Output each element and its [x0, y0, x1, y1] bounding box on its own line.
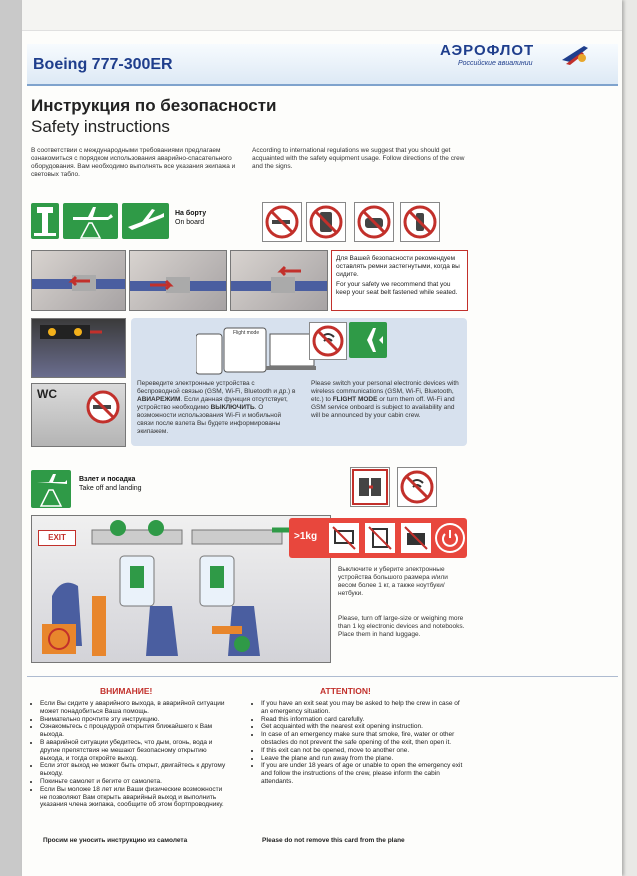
- list-item: • Внимательно прочтите эту инструкцию.: [40, 716, 229, 724]
- takeoff-landing-icon: [31, 470, 71, 508]
- list-item: • Если Вы сидите у аварийного выхода, в аварийной ситуации может понадобиться Ваша помощь.: [40, 700, 229, 716]
- seatbelt-en: For your safety we recommend that you keep your seat belt fastened while seated.: [336, 281, 458, 296]
- devices-ru: [137, 380, 297, 436]
- logo-subtitle: Российские авиалинии: [458, 60, 533, 67]
- large-devices-ru: Выключите и уберите электронные устройства большого размера и/или весом более 1 кг, а также ноутбуки/нетбуки.: [338, 566, 448, 597]
- onboard-en: On board: [175, 219, 205, 226]
- airline-logo: [440, 38, 590, 78]
- seatbelt-photo-1: [31, 250, 126, 311]
- no-tablet-icon: [365, 523, 395, 553]
- list-item: • If you have an exit seat you may be asked to help the crew in case of an emergency situation.: [261, 700, 467, 716]
- devices-ru-3: . О возможности использования Wi-Fi и мобильной связи после взлета Вы будете информированы экипажем.: [137, 404, 282, 435]
- list-item: • If you are under 18 years of age or unable to open the emergency exit and follow the instructions of the crew, please inform the cabin attendants.: [261, 762, 467, 785]
- lavatory-photo: [31, 383, 126, 447]
- attention-ru-footer: Просим не уносить инструкцию из самолета: [43, 837, 188, 844]
- list-item: • Read this information card carefully.: [261, 716, 467, 724]
- plane-takeoff-icon: [122, 203, 169, 239]
- intro-ru: В соответствии с международными требованиями предлагаем ознакомиться с порядком использования аварийно-спасательного оборудования. Вам необходимо выполнять все указания экипажа и световых табло.: [31, 147, 236, 178]
- large-devices-banner: [289, 518, 467, 558]
- list-item: • Get acquainted with the nearest exit opening instruction.: [261, 723, 467, 731]
- attention-ru-list: [31, 700, 229, 809]
- top-strip: [22, 0, 622, 31]
- devices-en-1: Please switch your personal electronic devices with wireless communications (GSM, Wi-Fi, Bluetooth, etc.) to: [311, 380, 459, 403]
- plane-taxi-icon: [63, 203, 118, 239]
- control-tower-icon: [31, 203, 59, 239]
- card-edge: [622, 0, 637, 876]
- no-smoking-icon: [262, 202, 302, 242]
- devices-ru-off: ВЫКЛЮЧИТЬ: [210, 404, 255, 411]
- list-item: • Ознакомьтесь с процедурой открытия ближайшего к Вам выхода.: [40, 723, 229, 739]
- winged-logo-icon: [560, 40, 590, 70]
- airplane-mode-icon: [349, 322, 387, 358]
- list-item: • In case of an emergency make sure that smoke, fire, water or other obstacles do not prevent the safe opening of the exit, then open it.: [261, 731, 467, 747]
- list-item: • If this exit can not be opened, move to another one.: [261, 747, 467, 755]
- cabin-seats-icon: [32, 516, 330, 662]
- seatbelt-ru: Для Вашей безопасности рекомендуем оставлять ремни застегнутыми, когда вы сидите.: [336, 255, 460, 278]
- cabin-illustration: [31, 515, 331, 663]
- no-smoking-lavatory-icon: [84, 388, 122, 426]
- no-wireless-icon: [309, 322, 347, 360]
- intro-en: According to international regulations we suggest that you should get acquainted with the safety equipment usage. Follow directions of the crew and the signs.: [252, 147, 465, 170]
- takeoff-en: Take off and landing: [79, 485, 142, 492]
- seatbelt-photo-3: [230, 250, 328, 311]
- seatbelt-info-box: [331, 250, 468, 311]
- no-laptop-icon: [329, 523, 359, 553]
- weight-limit-label: >1kg: [294, 531, 318, 542]
- attention-en-footer: Please do not remove this card from the plane: [262, 837, 405, 844]
- flight-mode-panel: [131, 318, 467, 446]
- no-camera-icon: [401, 523, 431, 553]
- runway-plane-icon-box: [63, 203, 118, 239]
- devices-ru-2: . Если данная функция отсутствует, устройство необходимо: [137, 396, 288, 411]
- takeoff-ru: Взлет и посадка: [79, 476, 136, 483]
- list-item: • Leave the plane and run away from the plane.: [261, 755, 467, 763]
- stow-item-icon: [350, 467, 390, 507]
- attention-ru-heading: ВНИМАНИЕ!: [100, 686, 153, 696]
- large-devices-en: Please, turn off large-size or weighing more than 1 kg electronic devices and notebooks. Place them in hand luggage.: [338, 615, 465, 638]
- takeoff-plane-icon-box: [122, 203, 169, 239]
- section-divider: [27, 676, 618, 677]
- attention-en-list: [252, 700, 467, 786]
- tower-icon-box: [31, 203, 59, 239]
- title-ru: Инструкция по безопасности: [31, 96, 277, 115]
- list-item: • Если этот выход не может быть открыт, двигайтесь к другому выходу.: [40, 762, 229, 778]
- devices-en-mode: FLIGHT MODE: [332, 396, 378, 403]
- list-item: • Покиньте самолет и бегите от самолета.: [40, 778, 229, 786]
- no-wireless-takeoff-icon: [397, 467, 437, 507]
- attention-en-heading: ATTENTION!: [320, 686, 371, 696]
- devices-ru-mode: АВИАРЕЖИМ: [137, 396, 181, 403]
- wc-label: WC: [37, 387, 57, 401]
- exit-sign: EXIT: [38, 530, 76, 546]
- logo-text: АЭРОФЛОТ: [440, 42, 535, 59]
- devices-en-2: or turn them off. Wi-Fi and GSM service onboard is subject to availability and will be announced by your cabin crew.: [311, 396, 455, 419]
- seatbelt-photo-2: [129, 250, 227, 311]
- title-en: Safety instructions: [31, 117, 170, 136]
- flight-mode-screen-label: Flight mode: [233, 330, 260, 336]
- no-remote-toy-icon: [354, 202, 394, 242]
- seatbelt-sign-photo: [31, 318, 126, 378]
- power-off-icon: [435, 523, 465, 553]
- no-walkie-talkie-icon: [400, 202, 440, 242]
- aircraft-model: Boeing 777-300ER: [33, 56, 173, 73]
- list-item: • В аварийной ситуации убедитесь, что дым, огонь, вода и другие препятствия не мешают безопасному открытию выхода, и тогда откройте выход.: [40, 739, 229, 762]
- no-mobile-phone-icon: [306, 202, 346, 242]
- list-item: • Если Вы моложе 18 лет или Ваши физические возможности не позволяют Вам открыть аварийный выход и выполнить указания члена экипажа, сообщите об этом бортпроводнику.: [40, 786, 229, 809]
- header-bar: [27, 44, 618, 86]
- onboard-ru: На борту: [175, 210, 207, 217]
- devices-en: [311, 380, 461, 420]
- devices-ru-1: Переведите электронные устройства с беспроводной связью (GSM, Wi-Fi, Bluetooth и др.) в: [137, 380, 296, 395]
